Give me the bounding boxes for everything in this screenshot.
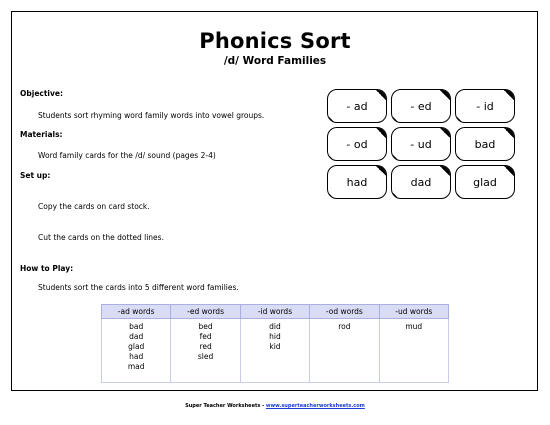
word-card: - ud: [391, 127, 451, 161]
word-card: - od: [327, 127, 387, 161]
page-subtitle: /d/ Word Families: [223, 55, 327, 67]
footer-prefix: Super Teacher Worksheets -: [185, 403, 266, 409]
word: kid: [269, 342, 281, 351]
word: glad: [128, 342, 145, 351]
footer-link[interactable]: www.superteacherworksheets.com: [265, 403, 365, 409]
word: fed: [199, 332, 212, 341]
setup-label: Set up:: [20, 171, 51, 180]
setup-text-2: Cut the cards on the dotted lines.: [38, 233, 164, 242]
word-card: bad: [455, 127, 515, 161]
table-cell: [171, 319, 240, 383]
word-card: glad: [455, 165, 515, 199]
setup-text-1: Copy the cards on card stock.: [38, 202, 150, 211]
page-title: Phonics Sort: [199, 29, 351, 53]
word-card: - ed: [391, 89, 451, 123]
how-to-play-label: How to Play:: [20, 264, 74, 273]
table-header: -ad words: [102, 305, 171, 319]
word-family-table: [101, 304, 449, 383]
word: bad: [129, 322, 144, 331]
word-card-grid: [327, 89, 517, 201]
materials-text: Word family cards for the /d/ sound (pages 2-4): [38, 151, 216, 160]
word: did: [269, 322, 281, 331]
word: dad: [129, 332, 144, 341]
word: hid: [269, 332, 281, 341]
table-row: [102, 319, 449, 383]
how-to-play-text: Students sort the cards into 5 different word families.: [38, 283, 239, 292]
word-card: - id: [455, 89, 515, 123]
table-header-row: [102, 305, 449, 319]
footer: [0, 403, 550, 409]
table-header: -ed words: [171, 305, 240, 319]
word-card: dad: [391, 165, 451, 199]
word: red: [199, 342, 212, 351]
table-header: -id words: [240, 305, 309, 319]
objective-text: Students sort rhyming word family words into vowel groups.: [38, 111, 265, 120]
table-header: -od words: [310, 305, 379, 319]
objective-label: Objective:: [20, 89, 63, 98]
table-header: -ud words: [379, 305, 448, 319]
table-cell: [102, 319, 171, 383]
word: sled: [197, 352, 214, 361]
materials-label: Materials:: [20, 130, 63, 139]
table-cell: [310, 319, 379, 383]
word: bed: [198, 322, 213, 331]
word: had: [129, 352, 144, 361]
word: rod: [338, 322, 351, 331]
word: mud: [405, 322, 423, 331]
table-cell: [240, 319, 309, 383]
word-card: - ad: [327, 89, 387, 123]
table-cell: [379, 319, 448, 383]
word: mad: [127, 362, 145, 371]
word-card: had: [327, 165, 387, 199]
